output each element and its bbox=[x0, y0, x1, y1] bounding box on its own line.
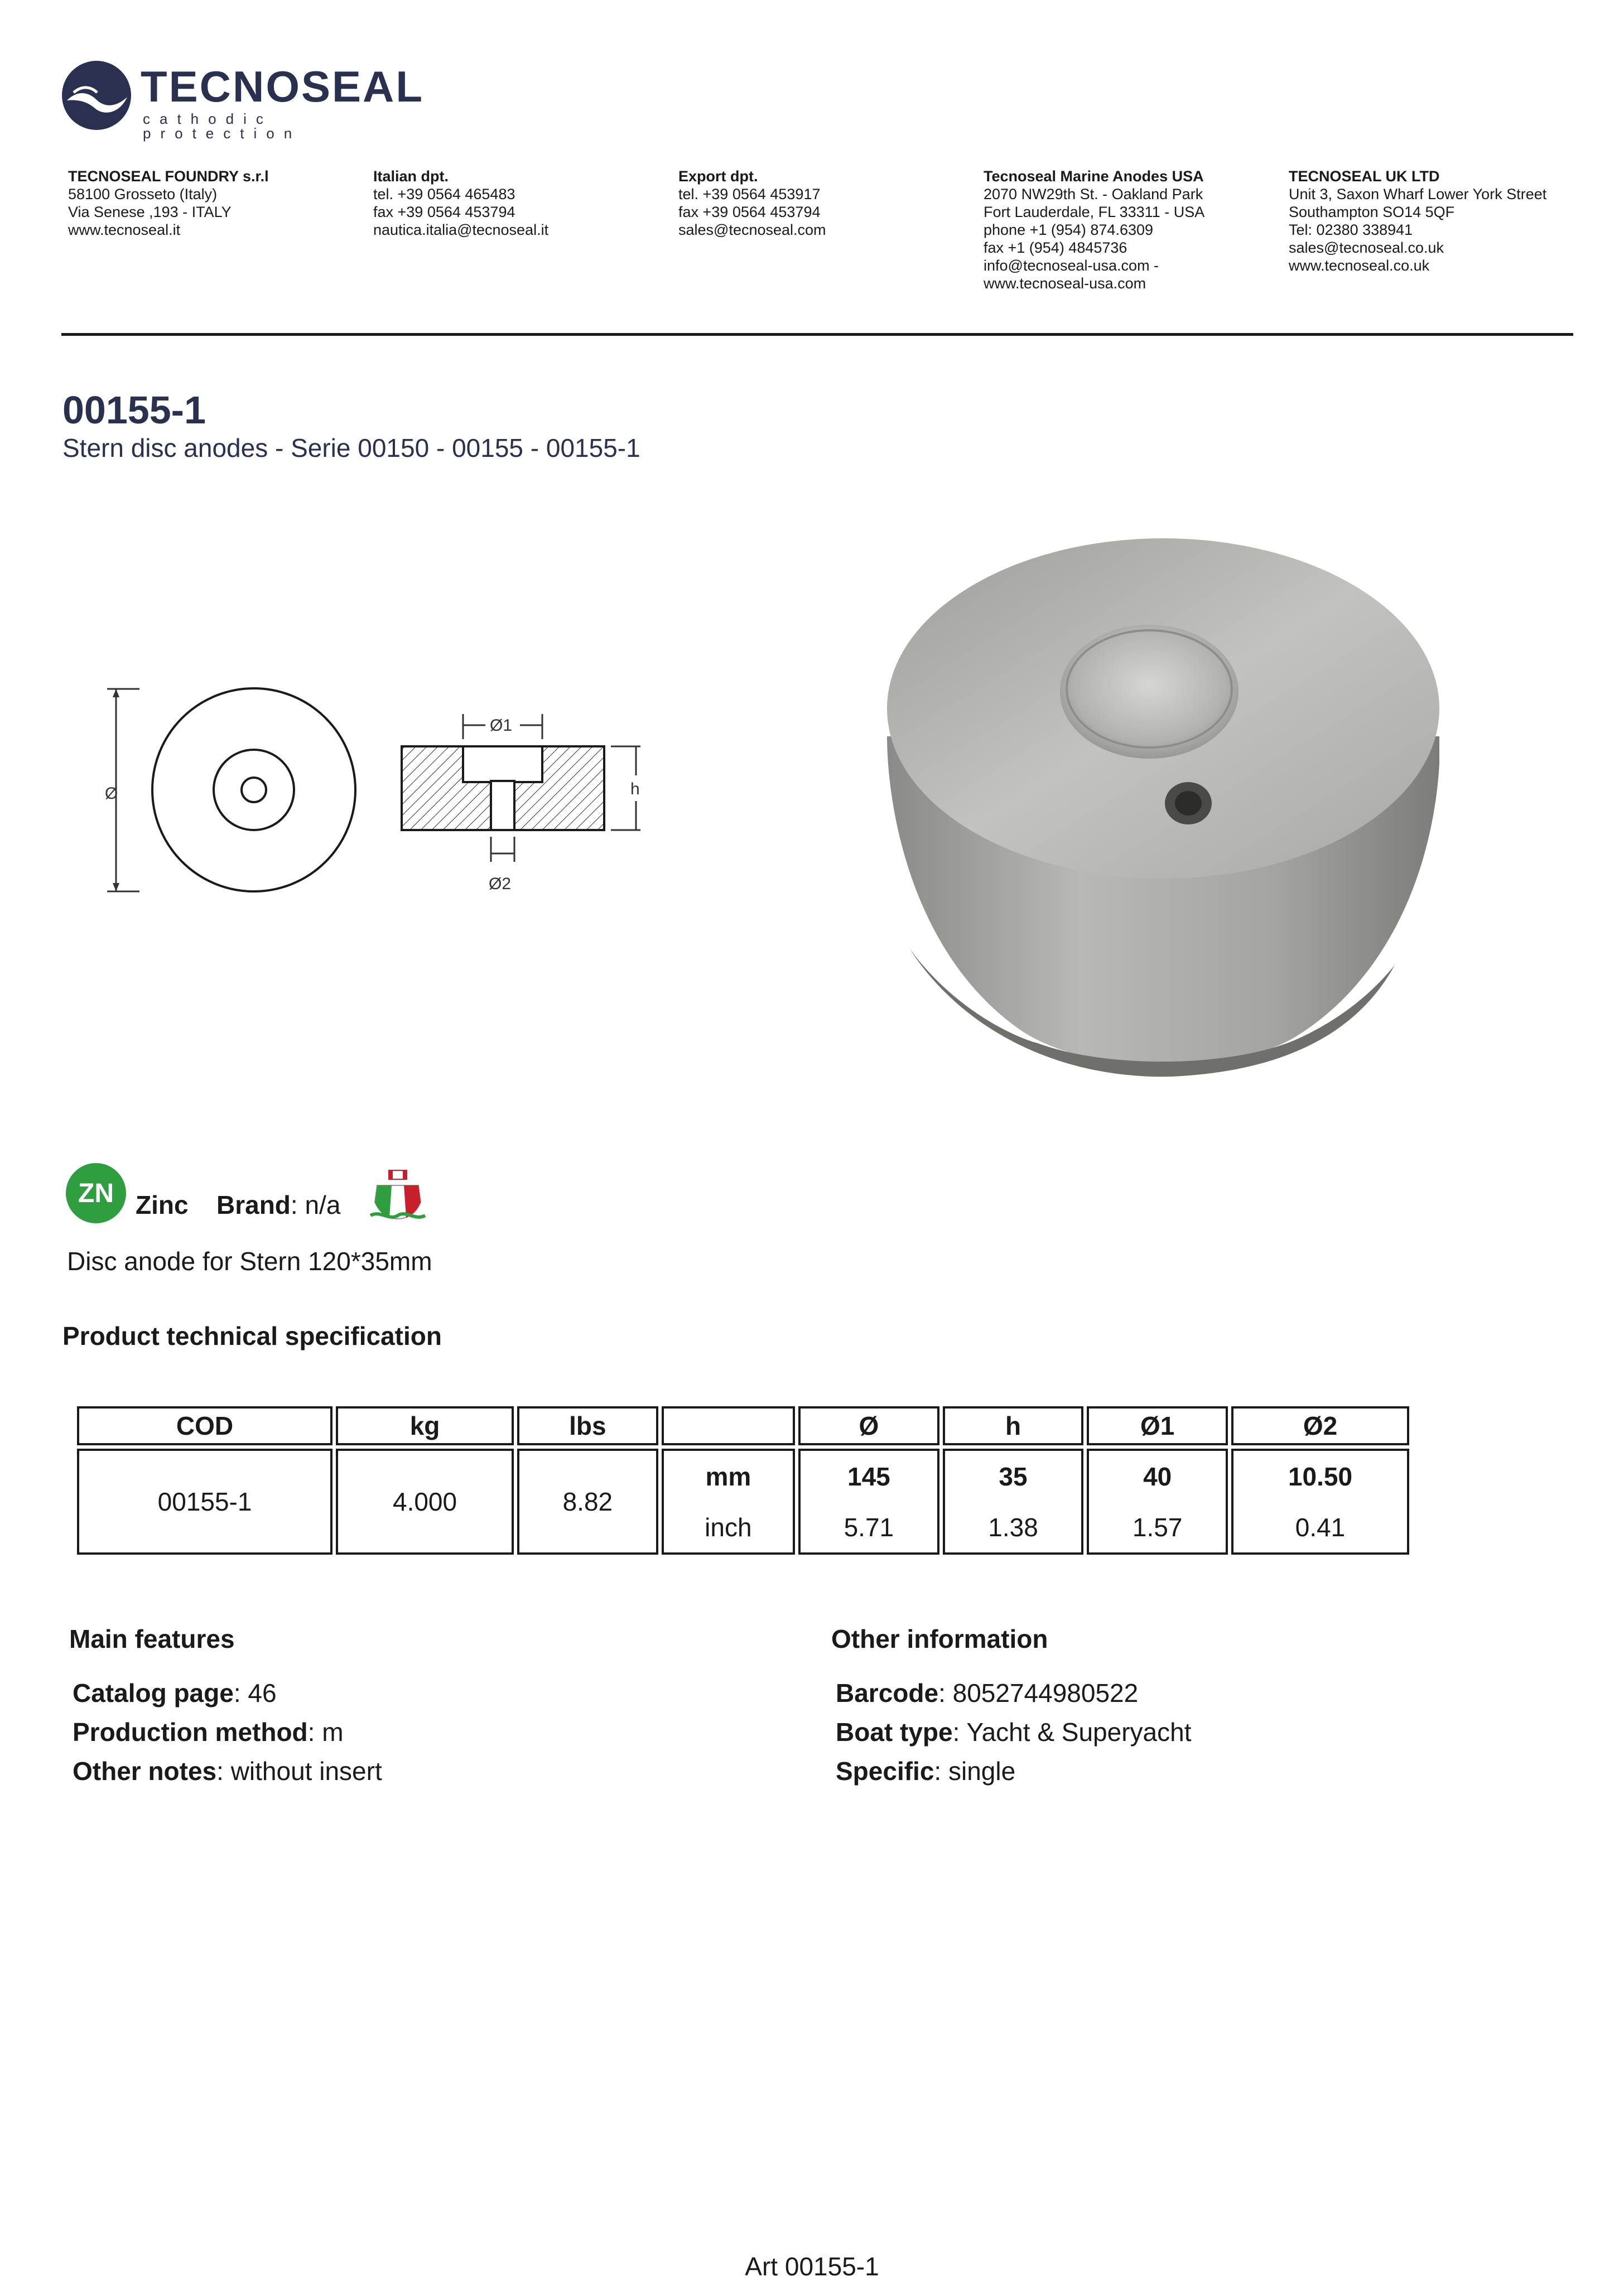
info-boat-type: Boat type: Yacht & Superyacht bbox=[836, 1718, 1192, 1747]
product-photo bbox=[870, 524, 1462, 1099]
h-mm: 35 bbox=[999, 1461, 1028, 1491]
brand-label: Brand bbox=[216, 1190, 291, 1219]
tecnoseal-logo-icon bbox=[61, 60, 132, 131]
brand-logo bbox=[61, 60, 441, 142]
header-lbs: lbs bbox=[517, 1406, 658, 1445]
contact-title: Export dpt. bbox=[678, 168, 758, 185]
feature-other-notes: Other notes: without insert bbox=[73, 1757, 382, 1786]
contact-line: fax +39 0564 453794 bbox=[373, 204, 515, 220]
cell-d1 bbox=[1087, 1449, 1228, 1555]
contact-line[interactable]: sales@tecnoseal.co.uk bbox=[1289, 239, 1444, 256]
header-kg: kg bbox=[336, 1406, 514, 1445]
product-code: 00155-1 bbox=[62, 388, 206, 432]
spec-table bbox=[74, 1403, 1413, 1558]
material-row bbox=[66, 1163, 568, 1224]
contact-line: Via Senese ,193 - ITALY bbox=[68, 204, 232, 220]
d2-inch: 0.41 bbox=[1295, 1512, 1346, 1542]
diameter-label: Ø bbox=[105, 784, 118, 803]
d1-label: Ø1 bbox=[490, 716, 513, 735]
header-d1: Ø1 bbox=[1087, 1406, 1228, 1445]
main-features-title: Main features bbox=[69, 1624, 235, 1653]
info-barcode: Barcode: 8052744980522 bbox=[836, 1678, 1139, 1707]
feature-catalog-page: Catalog page: 46 bbox=[73, 1678, 277, 1707]
header-divider bbox=[61, 333, 1573, 336]
contact-line: fax +1 (954) 4845736 bbox=[984, 239, 1127, 256]
feature-production-method: Production method: m bbox=[73, 1718, 344, 1747]
diameter-mm: 145 bbox=[847, 1461, 890, 1491]
header-unit bbox=[662, 1406, 795, 1445]
zinc-badge-icon: ZN bbox=[66, 1163, 126, 1223]
brand-value: : n/a bbox=[290, 1190, 341, 1219]
brand-info bbox=[216, 1192, 340, 1218]
info-specific: Specific: single bbox=[836, 1757, 1016, 1786]
made-in-italy-icon bbox=[367, 1163, 428, 1224]
contact-line[interactable]: sales@tecnoseal.com bbox=[678, 221, 826, 238]
header-d2: Ø2 bbox=[1231, 1406, 1409, 1445]
contact-line: phone +1 (954) 874.6309 bbox=[984, 221, 1154, 238]
cell-kg: 4.000 bbox=[336, 1449, 514, 1555]
d1-mm: 40 bbox=[1143, 1461, 1172, 1491]
contact-line[interactable]: www.tecnoseal-usa.com bbox=[984, 275, 1146, 292]
contact-line: 2070 NW29th St. - Oakland Park bbox=[984, 186, 1203, 202]
cell-lbs: 8.82 bbox=[517, 1449, 658, 1555]
contact-line: Unit 3, Saxon Wharf Lower York Street bbox=[1289, 186, 1547, 202]
header-h: h bbox=[943, 1406, 1084, 1445]
other-info-title: Other information bbox=[831, 1624, 1048, 1653]
product-subtitle: Stern disc anodes - Serie 00150 - 00155 - 00155-1 bbox=[62, 433, 640, 462]
unit-inch: inch bbox=[705, 1512, 752, 1542]
cell-diameter bbox=[798, 1449, 939, 1555]
contact-line: Southampton SO14 5QF bbox=[1289, 204, 1455, 220]
d1-inch: 1.57 bbox=[1132, 1512, 1183, 1542]
contact-line[interactable]: www.tecnoseal.it bbox=[68, 221, 181, 238]
diameter-inch: 5.71 bbox=[844, 1512, 894, 1542]
contact-title: TECNOSEAL UK LTD bbox=[1289, 168, 1440, 185]
contact-line[interactable]: info@tecnoseal-usa.com - bbox=[984, 257, 1159, 274]
contact-foundry bbox=[68, 167, 369, 239]
contact-line: Tel: 02380 338941 bbox=[1289, 221, 1413, 238]
spec-section-title: Product technical specification bbox=[62, 1321, 442, 1350]
contact-line: 58100 Grosseto (Italy) bbox=[68, 186, 218, 202]
contact-line: tel. +39 0564 453917 bbox=[678, 186, 821, 202]
contact-italian-dpt bbox=[373, 167, 674, 239]
spec-value-row bbox=[77, 1449, 1409, 1555]
technical-drawing bbox=[100, 675, 658, 898]
contact-usa bbox=[984, 167, 1285, 292]
contact-export-dpt bbox=[678, 167, 980, 239]
cell-h bbox=[943, 1449, 1084, 1555]
contact-title: Tecnoseal Marine Anodes USA bbox=[984, 168, 1204, 185]
spec-header-row bbox=[77, 1406, 1409, 1445]
cell-units bbox=[662, 1449, 795, 1555]
contact-line: fax +39 0564 453794 bbox=[678, 204, 821, 220]
contact-line: tel. +39 0564 465483 bbox=[373, 186, 515, 202]
brand-tagline: cathodic protection bbox=[143, 110, 302, 142]
cell-d2 bbox=[1231, 1449, 1409, 1555]
section-view bbox=[402, 714, 640, 893]
unit-mm: mm bbox=[705, 1461, 751, 1491]
header-diameter: Ø bbox=[798, 1406, 939, 1445]
footer-article: Art 00155-1 bbox=[745, 2252, 879, 2281]
contact-uk bbox=[1289, 167, 1590, 274]
contact-line: Fort Lauderdale, FL 33311 - USA bbox=[984, 204, 1205, 220]
contact-title: Italian dpt. bbox=[373, 168, 449, 185]
header-cod: COD bbox=[77, 1406, 332, 1445]
front-view bbox=[105, 688, 355, 891]
contact-title: TECNOSEAL FOUNDRY s.r.l bbox=[68, 168, 269, 185]
d2-label: Ø2 bbox=[489, 875, 512, 893]
contact-line[interactable]: www.tecnoseal.co.uk bbox=[1289, 257, 1430, 274]
h-inch: 1.38 bbox=[988, 1512, 1038, 1542]
cell-cod: 00155-1 bbox=[77, 1449, 332, 1555]
brand-name: TECNOSEAL bbox=[141, 62, 425, 111]
contact-line[interactable]: nautica.italia@tecnoseal.it bbox=[373, 221, 549, 238]
d2-mm: 10.50 bbox=[1288, 1461, 1353, 1491]
material-name: Zinc bbox=[136, 1190, 189, 1219]
h-label: h bbox=[630, 780, 640, 798]
product-description: Disc anode for Stern 120*35mm bbox=[67, 1247, 432, 1276]
